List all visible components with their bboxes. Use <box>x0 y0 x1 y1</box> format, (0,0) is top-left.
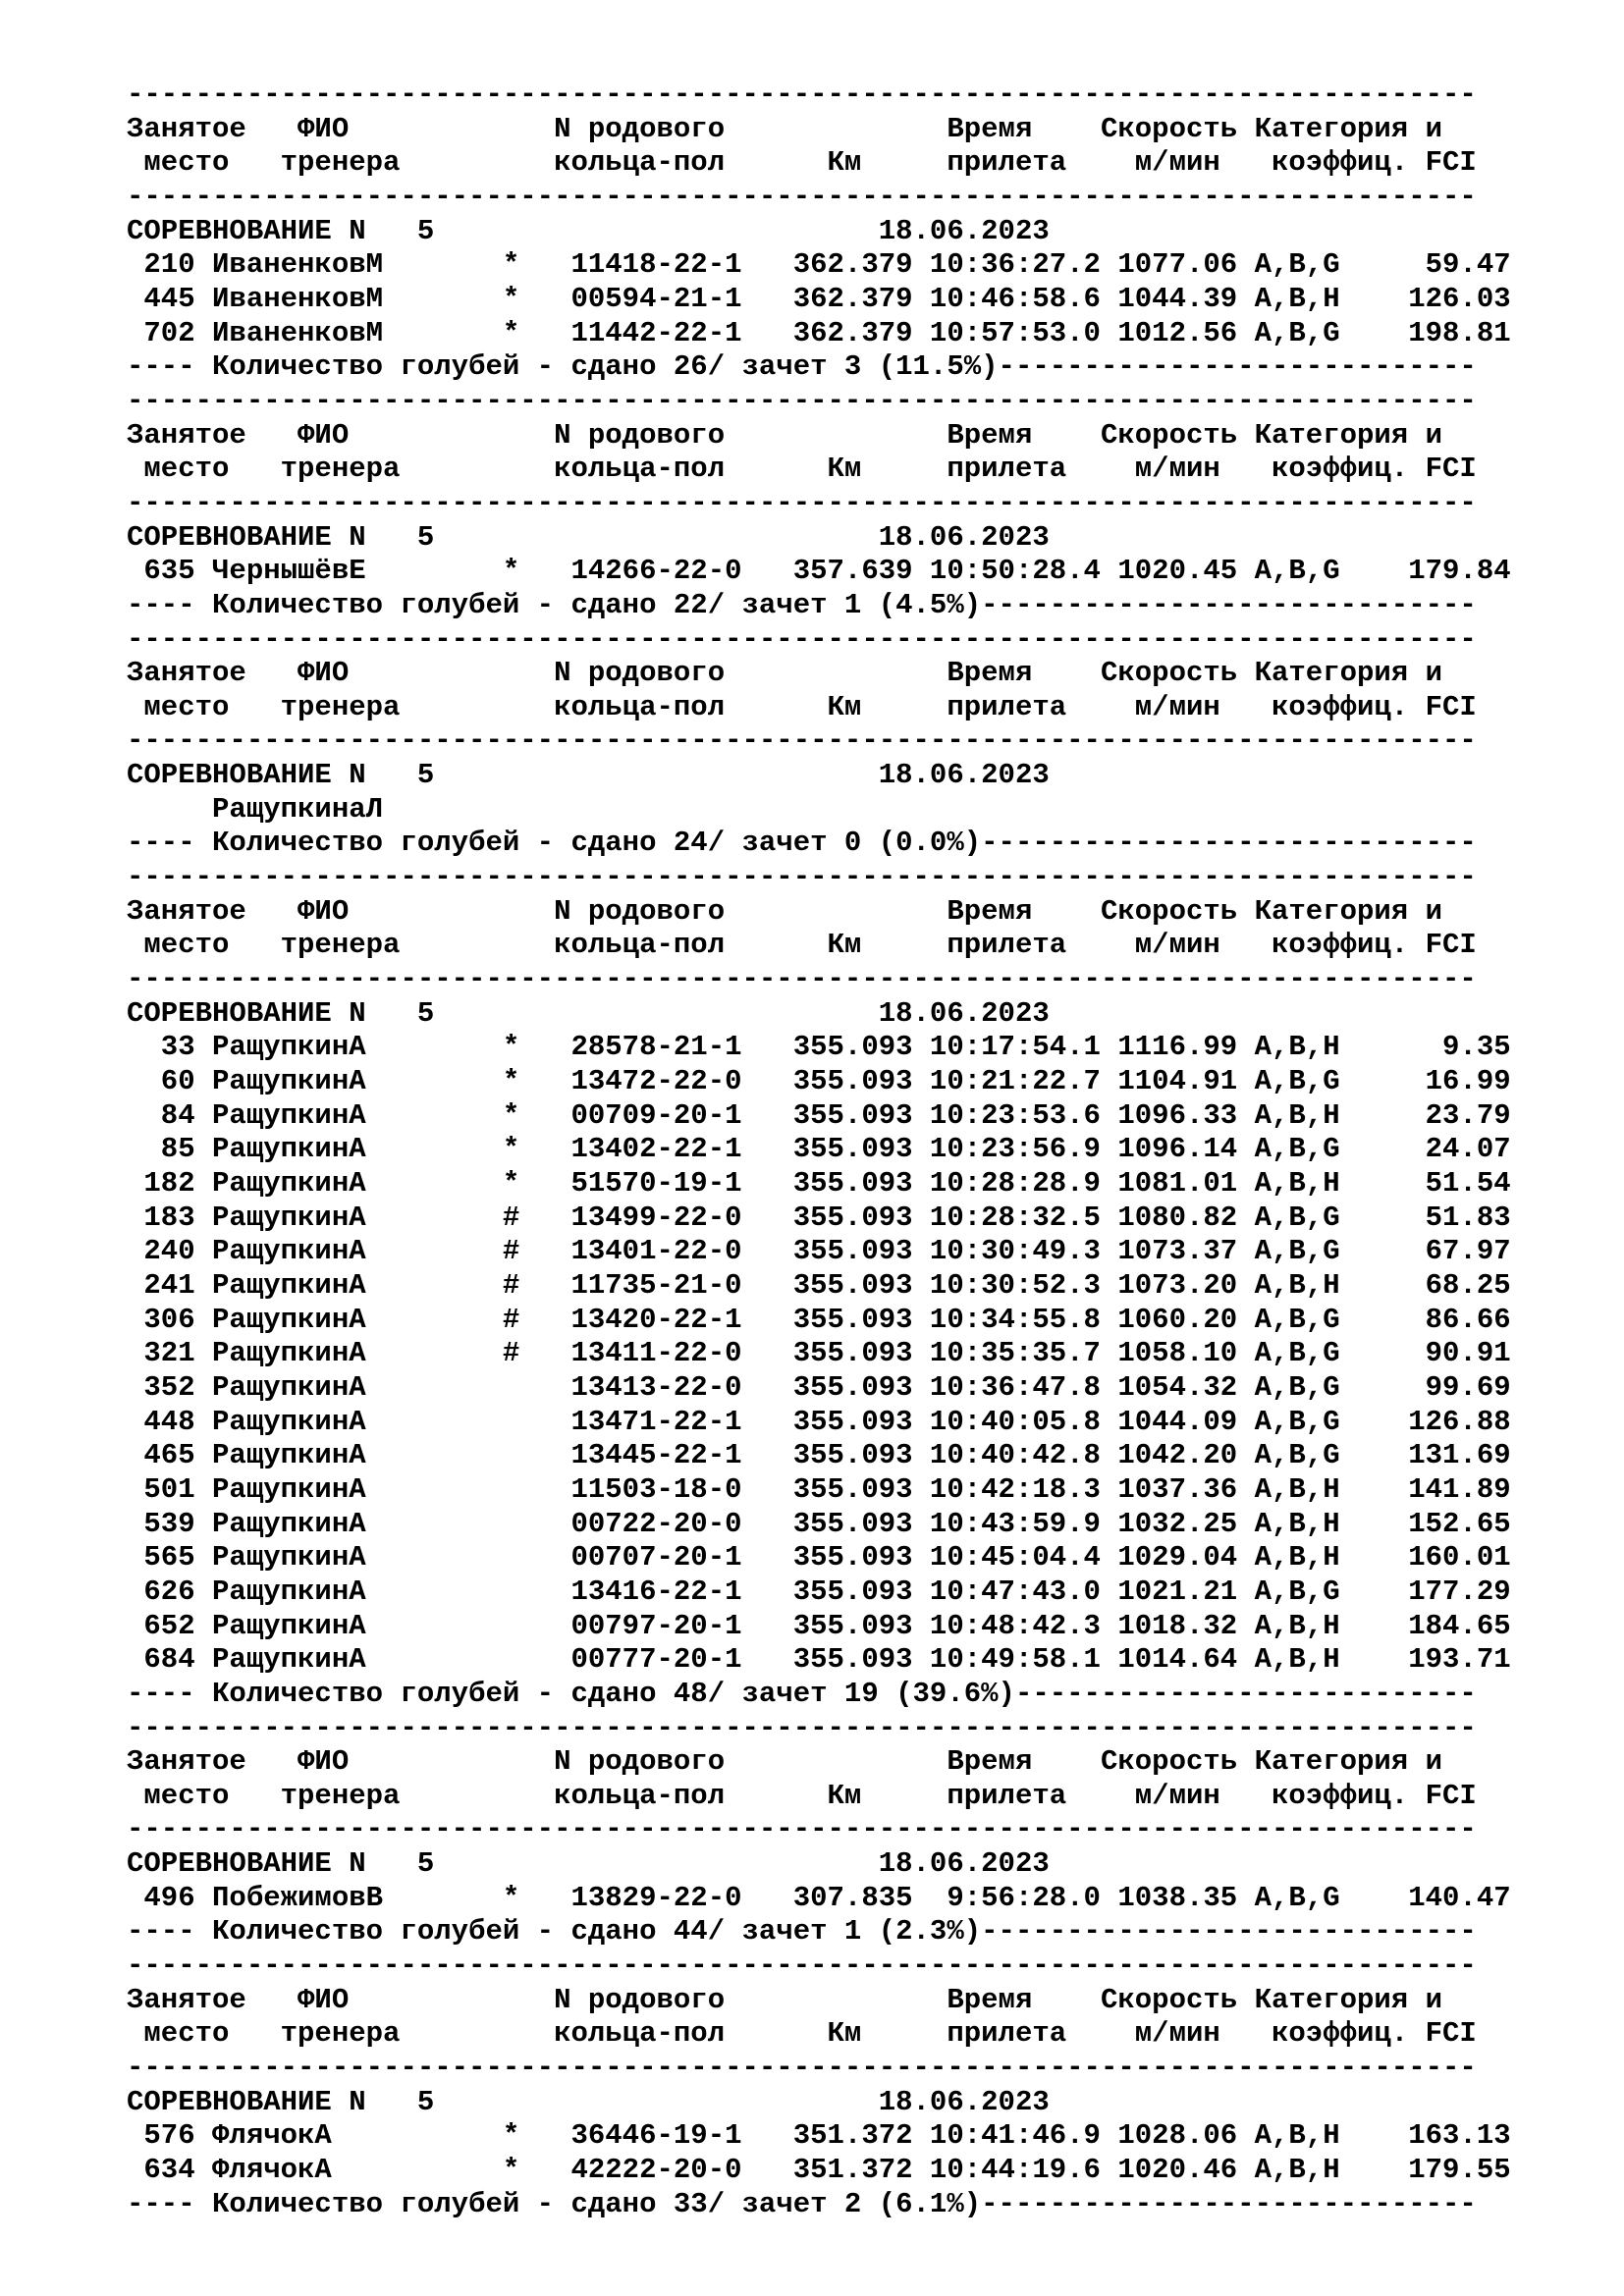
column-header-row-2: место тренера кольца-пол Км прилета м/мин коэффиц. FCI <box>127 453 1477 486</box>
result-row: 652 РащупкинА 00797-20-1 355.093 10:48:42.3 1018.32 A,B,H 184.65 <box>127 1609 1511 1642</box>
result-row: 576 ФлячокА * 36446-19-1 351.372 10:41:46.9 1028.06 A,B,H 163.13 <box>127 2119 1511 2153</box>
separator-line: ------------------------------------------------------------------------------- <box>127 1949 1477 1983</box>
section-title: СОРЕВНОВАНИЕ N 5 18.06.2023 <box>127 214 1050 247</box>
section-title: СОРЕВНОВАНИЕ N 5 18.06.2023 <box>127 520 1050 554</box>
result-row: 352 РащупкинА 13413-22-0 355.093 10:36:47.8 1054.32 A,B,G 99.69 <box>127 1370 1511 1404</box>
separator-line: ------------------------------------------------------------------------------- <box>127 1813 1477 1846</box>
separator-line: ------------------------------------------------------------------------------- <box>127 861 1477 894</box>
separator-line: ------------------------------------------------------------------------------- <box>127 486 1477 519</box>
result-row: 85 РащупкинА * 13402-22-1 355.093 10:23:56.9 1096.14 A,B,G 24.07 <box>127 1133 1511 1166</box>
column-header-row-1: Занятое ФИО N родового Время Скорость Категория и <box>127 657 1443 690</box>
result-row: 465 РащупкинА 13445-22-1 355.093 10:40:42.8 1042.20 A,B,G 131.69 <box>127 1439 1511 1472</box>
separator-line: ------------------------------------------------------------------------------- <box>127 1711 1477 1744</box>
result-row: 448 РащупкинА 13471-22-1 355.093 10:40:05.8 1044.09 A,B,G 126.88 <box>127 1405 1511 1438</box>
separator-line: ------------------------------------------------------------------------------- <box>127 963 1477 996</box>
separator-line: ------------------------------------------------------------------------------- <box>127 79 1477 111</box>
section-summary: ---- Количество голубей - сдано 33/ зачет 2 (6.1%)----------------------------- <box>127 2187 1477 2220</box>
result-row: 84 РащупкинА * 00709-20-1 355.093 10:23:53.6 1096.33 A,B,H 23.79 <box>127 1098 1511 1132</box>
result-row: 183 РащупкинА # 13499-22-0 355.093 10:28:32.5 1080.82 A,B,G 51.83 <box>127 1201 1511 1234</box>
separator-line: ------------------------------------------------------------------------------- <box>127 724 1477 758</box>
result-row: 565 РащупкинА 00707-20-1 355.093 10:45:04.4 1029.04 A,B,H 160.01 <box>127 1541 1511 1575</box>
result-row: 240 РащупкинА # 13401-22-0 355.093 10:30:49.3 1073.37 A,B,G 67.97 <box>127 1235 1511 1268</box>
result-row: РащупкинаЛ <box>127 792 384 826</box>
separator-line: ------------------------------------------------------------------------------- <box>127 2052 1477 2085</box>
section-title: СОРЕВНОВАНИЕ N 5 18.06.2023 <box>127 2085 1050 2118</box>
result-row: 306 РащупкинА # 13420-22-1 355.093 10:34:55.8 1060.20 A,B,G 86.66 <box>127 1303 1511 1336</box>
result-row: 539 РащупкинА 00722-20-0 355.093 10:43:59.9 1032.25 A,B,H 152.65 <box>127 1507 1511 1540</box>
result-row: 702 ИваненковМ * 11442-22-1 362.379 10:57:53.0 1012.56 A,B,G 198.81 <box>127 316 1511 349</box>
column-header-row-2: место тренера кольца-пол Км прилета м/мин коэффиц. FCI <box>127 146 1477 180</box>
section-title: СОРЕВНОВАНИЕ N 5 18.06.2023 <box>127 759 1050 792</box>
result-row: 60 РащупкинА * 13472-22-0 355.093 10:21:22.7 1104.91 A,B,G 16.99 <box>127 1065 1511 1098</box>
result-row: 445 ИваненковМ * 00594-21-1 362.379 10:46:58.6 1044.39 A,B,H 126.03 <box>127 282 1511 315</box>
column-header-row-1: Занятое ФИО N родового Время Скорость Категория и <box>127 112 1443 145</box>
section-title: СОРЕВНОВАНИЕ N 5 18.06.2023 <box>127 996 1050 1030</box>
section-summary: ---- Количество голубей - сдано 44/ зачет 1 (2.3%)----------------------------- <box>127 1915 1477 1949</box>
section-summary: ---- Количество голубей - сдано 24/ зачет 0 (0.0%)----------------------------- <box>127 827 1477 860</box>
result-row: 626 РащупкинА 13416-22-1 355.093 10:47:43.0 1021.21 A,B,G 177.29 <box>127 1575 1511 1608</box>
result-row: 501 РащупкинА 11503-18-0 355.093 10:42:18.3 1037.36 A,B,H 141.89 <box>127 1472 1511 1506</box>
section-summary: ---- Количество голубей - сдано 48/ зачет 19 (39.6%)--------------------------- <box>127 1677 1477 1710</box>
column-header-row-1: Занятое ФИО N родового Время Скорость Категория и <box>127 418 1443 452</box>
separator-line: ------------------------------------------------------------------------------- <box>127 180 1477 213</box>
separator-line: ------------------------------------------------------------------------------- <box>127 384 1477 417</box>
result-row: 182 РащупкинА * 51570-19-1 355.093 10:28:28.9 1081.01 A,B,H 51.54 <box>127 1167 1511 1200</box>
result-row: 321 РащупкинА # 13411-22-0 355.093 10:35:35.7 1058.10 A,B,G 90.91 <box>127 1337 1511 1370</box>
section-title: СОРЕВНОВАНИЕ N 5 18.06.2023 <box>127 1847 1050 1881</box>
column-header-row-2: место тренера кольца-пол Км прилета м/мин коэффиц. FCI <box>127 1779 1477 1812</box>
column-header-row-1: Занятое ФИО N родового Время Скорость Категория и <box>127 894 1443 928</box>
result-row: 634 ФлячокА * 42222-20-0 351.372 10:44:19.6 1020.46 A,B,H 179.55 <box>127 2154 1511 2187</box>
column-header-row-1: Занятое ФИО N родового Время Скорость Категория и <box>127 1983 1443 2016</box>
result-row: 210 ИваненковМ * 11418-22-1 362.379 10:36:27.2 1077.06 A,B,G 59.47 <box>127 248 1511 282</box>
result-row: 241 РащупкинА # 11735-21-0 355.093 10:30:52.3 1073.20 A,B,H 68.25 <box>127 1268 1511 1302</box>
result-row: 33 РащупкинА * 28578-21-1 355.093 10:17:54.1 1116.99 A,B,H 9.35 <box>127 1031 1511 1064</box>
section-summary: ---- Количество голубей - сдано 22/ зачет 1 (4.5%)----------------------------- <box>127 588 1477 621</box>
separator-line: ------------------------------------------------------------------------------- <box>127 622 1477 656</box>
results-document <box>127 79 1511 2221</box>
result-row: 635 ЧернышёвЕ * 14266-22-0 357.639 10:50:28.4 1020.45 A,B,G 179.84 <box>127 555 1511 588</box>
column-header-row-2: место тренера кольца-пол Км прилета м/мин коэффиц. FCI <box>127 690 1477 723</box>
result-row: 496 ПобежимовВ * 13829-22-0 307.835 9:56:28.0 1038.35 A,B,G 140.47 <box>127 1881 1511 1914</box>
section-summary: ---- Количество голубей - сдано 26/ зачет 3 (11.5%)---------------------------- <box>127 350 1477 384</box>
column-header-row-1: Занятое ФИО N родового Время Скорость Категория и <box>127 1745 1443 1779</box>
column-header-row-2: место тренера кольца-пол Км прилета м/мин коэффиц. FCI <box>127 929 1477 962</box>
result-row: 684 РащупкинА 00777-20-1 355.093 10:49:58.1 1014.64 A,B,H 193.71 <box>127 1643 1511 1677</box>
column-header-row-2: место тренера кольца-пол Км прилета м/мин коэффиц. FCI <box>127 2017 1477 2051</box>
